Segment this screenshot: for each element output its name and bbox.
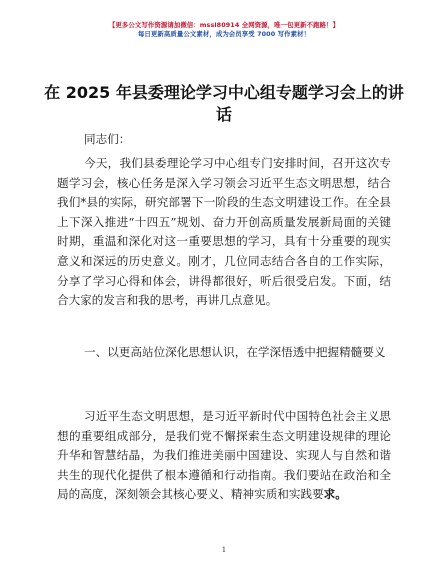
paragraph-intro-text: 今天，我们县委理论学习中心组专门安排时间，召开这次专题学习会，核心任务是深入学习领会习近平生态文明思想，结合我们*县的实际，研究部署下一阶段的生态文明建设工作。在全县上下深入推进“十四五”规划、奋力开创高质量发展新局面的关键时期，重温和深化对这一重要思想的学习，具有十分重要的现实意义和深远的历史意义。刚才，几位同志结合各自的工作实际，分享了学习心得和体会，讲得都很好，听后很受启发。下面，结合大家的发言和我的思考，再讲几点意见。 — [57, 156, 391, 308]
promo-banner-line-1: 【更多公文写作资源请加微信：mssl80914 全网资源，唯一包更新不跑路！】 — [108, 21, 340, 29]
paragraph-intro — [57, 154, 391, 311]
page-number: 1 — [221, 546, 227, 554]
promo-banner-line-2: 每日更新高质量公文素材，成为会员享受 7000 写作素材！ — [137, 30, 311, 38]
paragraph-section-1-text — [57, 407, 391, 505]
promo-banner — [0, 21, 448, 39]
paragraph-section-1-main: 习近平生态文明思想，是习近平新时代中国特色社会主义思想的重要组成部分，是我们党不懈探索生态文明建设规律的理论升华和智慧结晶，为我们推进美丽中国建设、实现人与自然和谐共生的现代化提供了根本遵循和行动指南。我们要站在政治和全局的高度，深刻领会其核心要义、精神实质和实践要 — [57, 409, 391, 502]
document-title: 在 2025 年县委理论学习中心组专题学习会上的讲话 — [44, 83, 404, 124]
section-heading-1 — [57, 343, 391, 363]
salutation: 同志们： — [84, 132, 131, 146]
section-heading-1-text: 一、以更高站位深化思想认识，在学深悟透中把握精髓要义 — [84, 345, 386, 359]
paragraph-section-1 — [57, 407, 391, 505]
paragraph-section-1-end: 求。 — [323, 487, 347, 502]
